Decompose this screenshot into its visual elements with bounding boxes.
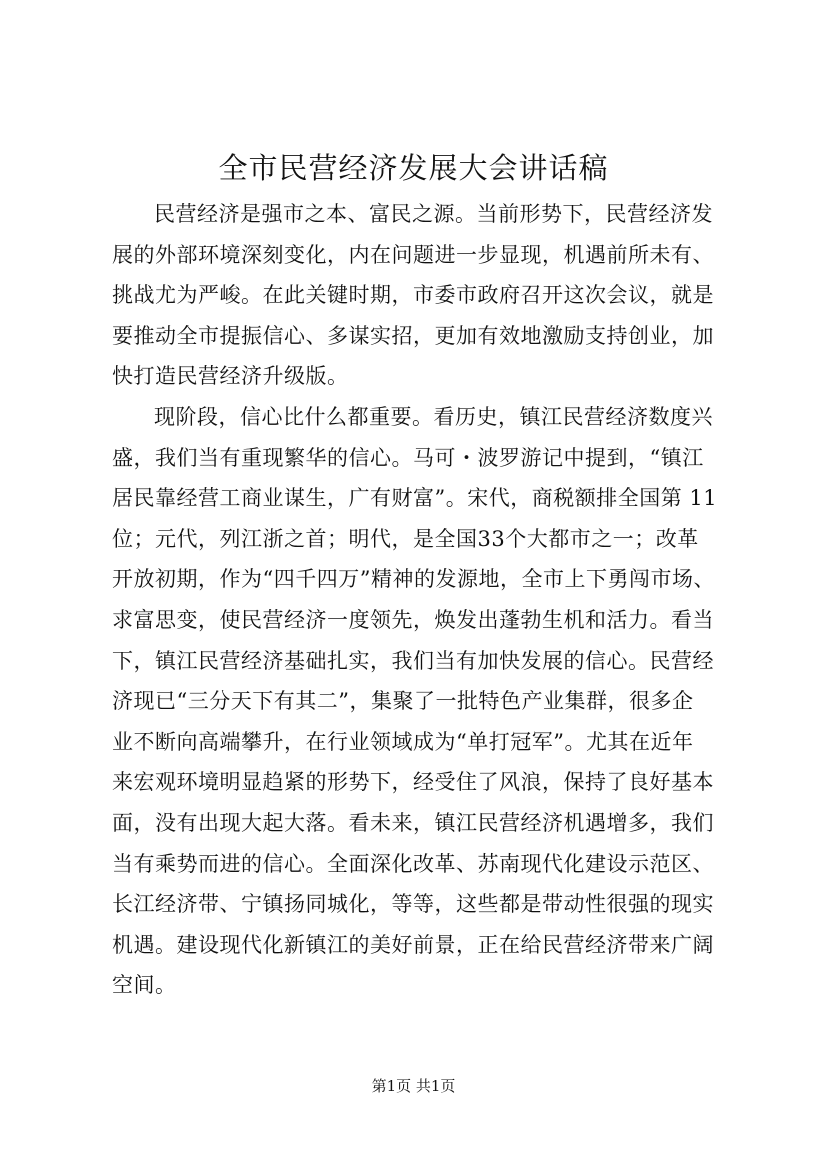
paragraph-line: 位；元代，列江浙之首；明代，是全国33个大都市之一；改革	[112, 526, 699, 551]
paragraph-line: 快打造民营经济升级版。	[112, 364, 349, 389]
paragraph-line: 来宏观环境明显趋紧的形势下，经受住了风浪，保持了良好基本	[112, 770, 714, 795]
document-body	[112, 194, 740, 1006]
paragraph-line: 民营经济是强市之本、富民之源。当前形势下，民营经济发	[154, 202, 713, 226]
paragraph-line: 下，镇江民营经济基础扎实，我们当有加快发展的信心。民营经	[112, 648, 714, 673]
paragraph-line: 展的外部环境深刻变化，内在问题进一步显现，机遇前所未有、	[112, 242, 714, 267]
paragraph-line: 济现已“三分天下有其二”，集聚了一批特色产业集群，很多企	[112, 689, 694, 714]
paragraph-line: 空间。	[112, 973, 177, 998]
paragraph-line: 挑战尤为严峻。在此关键时期，市委市政府召开这次会议，就是	[112, 283, 714, 308]
paragraph-line: 要推动全市提振信心、多谋实招，更加有效地激励支持创业，加	[112, 323, 714, 348]
paragraph-2	[112, 397, 740, 1006]
paragraph-line: 面，没有出现大起大落。看未来，镇江民营经济机遇增多，我们	[112, 810, 714, 835]
paragraph-line: 居民靠经营工商业谋生，广有财富”。宋代，商税额排全国第 11	[112, 486, 718, 511]
paragraph-1	[112, 194, 740, 397]
page-footer: 第1页 共1页	[371, 1077, 456, 1095]
document-title: 全市民营经济发展大会讲话稿	[218, 151, 609, 185]
paragraph-line: 当有乘势而进的信心。全面深化改革、苏南现代化建设示范区、	[112, 851, 714, 876]
paragraph-line: 长江经济带、宁镇扬同城化，等等，这些都是带动性很强的现实	[112, 892, 714, 917]
paragraph-line: 机遇。建设现代化新镇江的美好前景，正在给民营经济带来广阔	[112, 932, 714, 957]
paragraph-line: 现阶段，信心比什么都重要。看历史，镇江民营经济数度兴	[154, 404, 713, 429]
paragraph-line: 开放初期，作为“四千四万”精神的发源地，全市上下勇闯市场、	[112, 567, 715, 592]
paragraph-line: 盛，我们当有重现繁华的信心。马可・波罗游记中提到，“镇江	[112, 445, 704, 470]
paragraph-line: 业不断向高端攀升，在行业领域成为“单打冠军”。尤其在近年	[112, 729, 694, 754]
paragraph-line: 求富思变，使民营经济一度领先，焕发出蓬勃生机和活力。看当	[112, 607, 714, 632]
